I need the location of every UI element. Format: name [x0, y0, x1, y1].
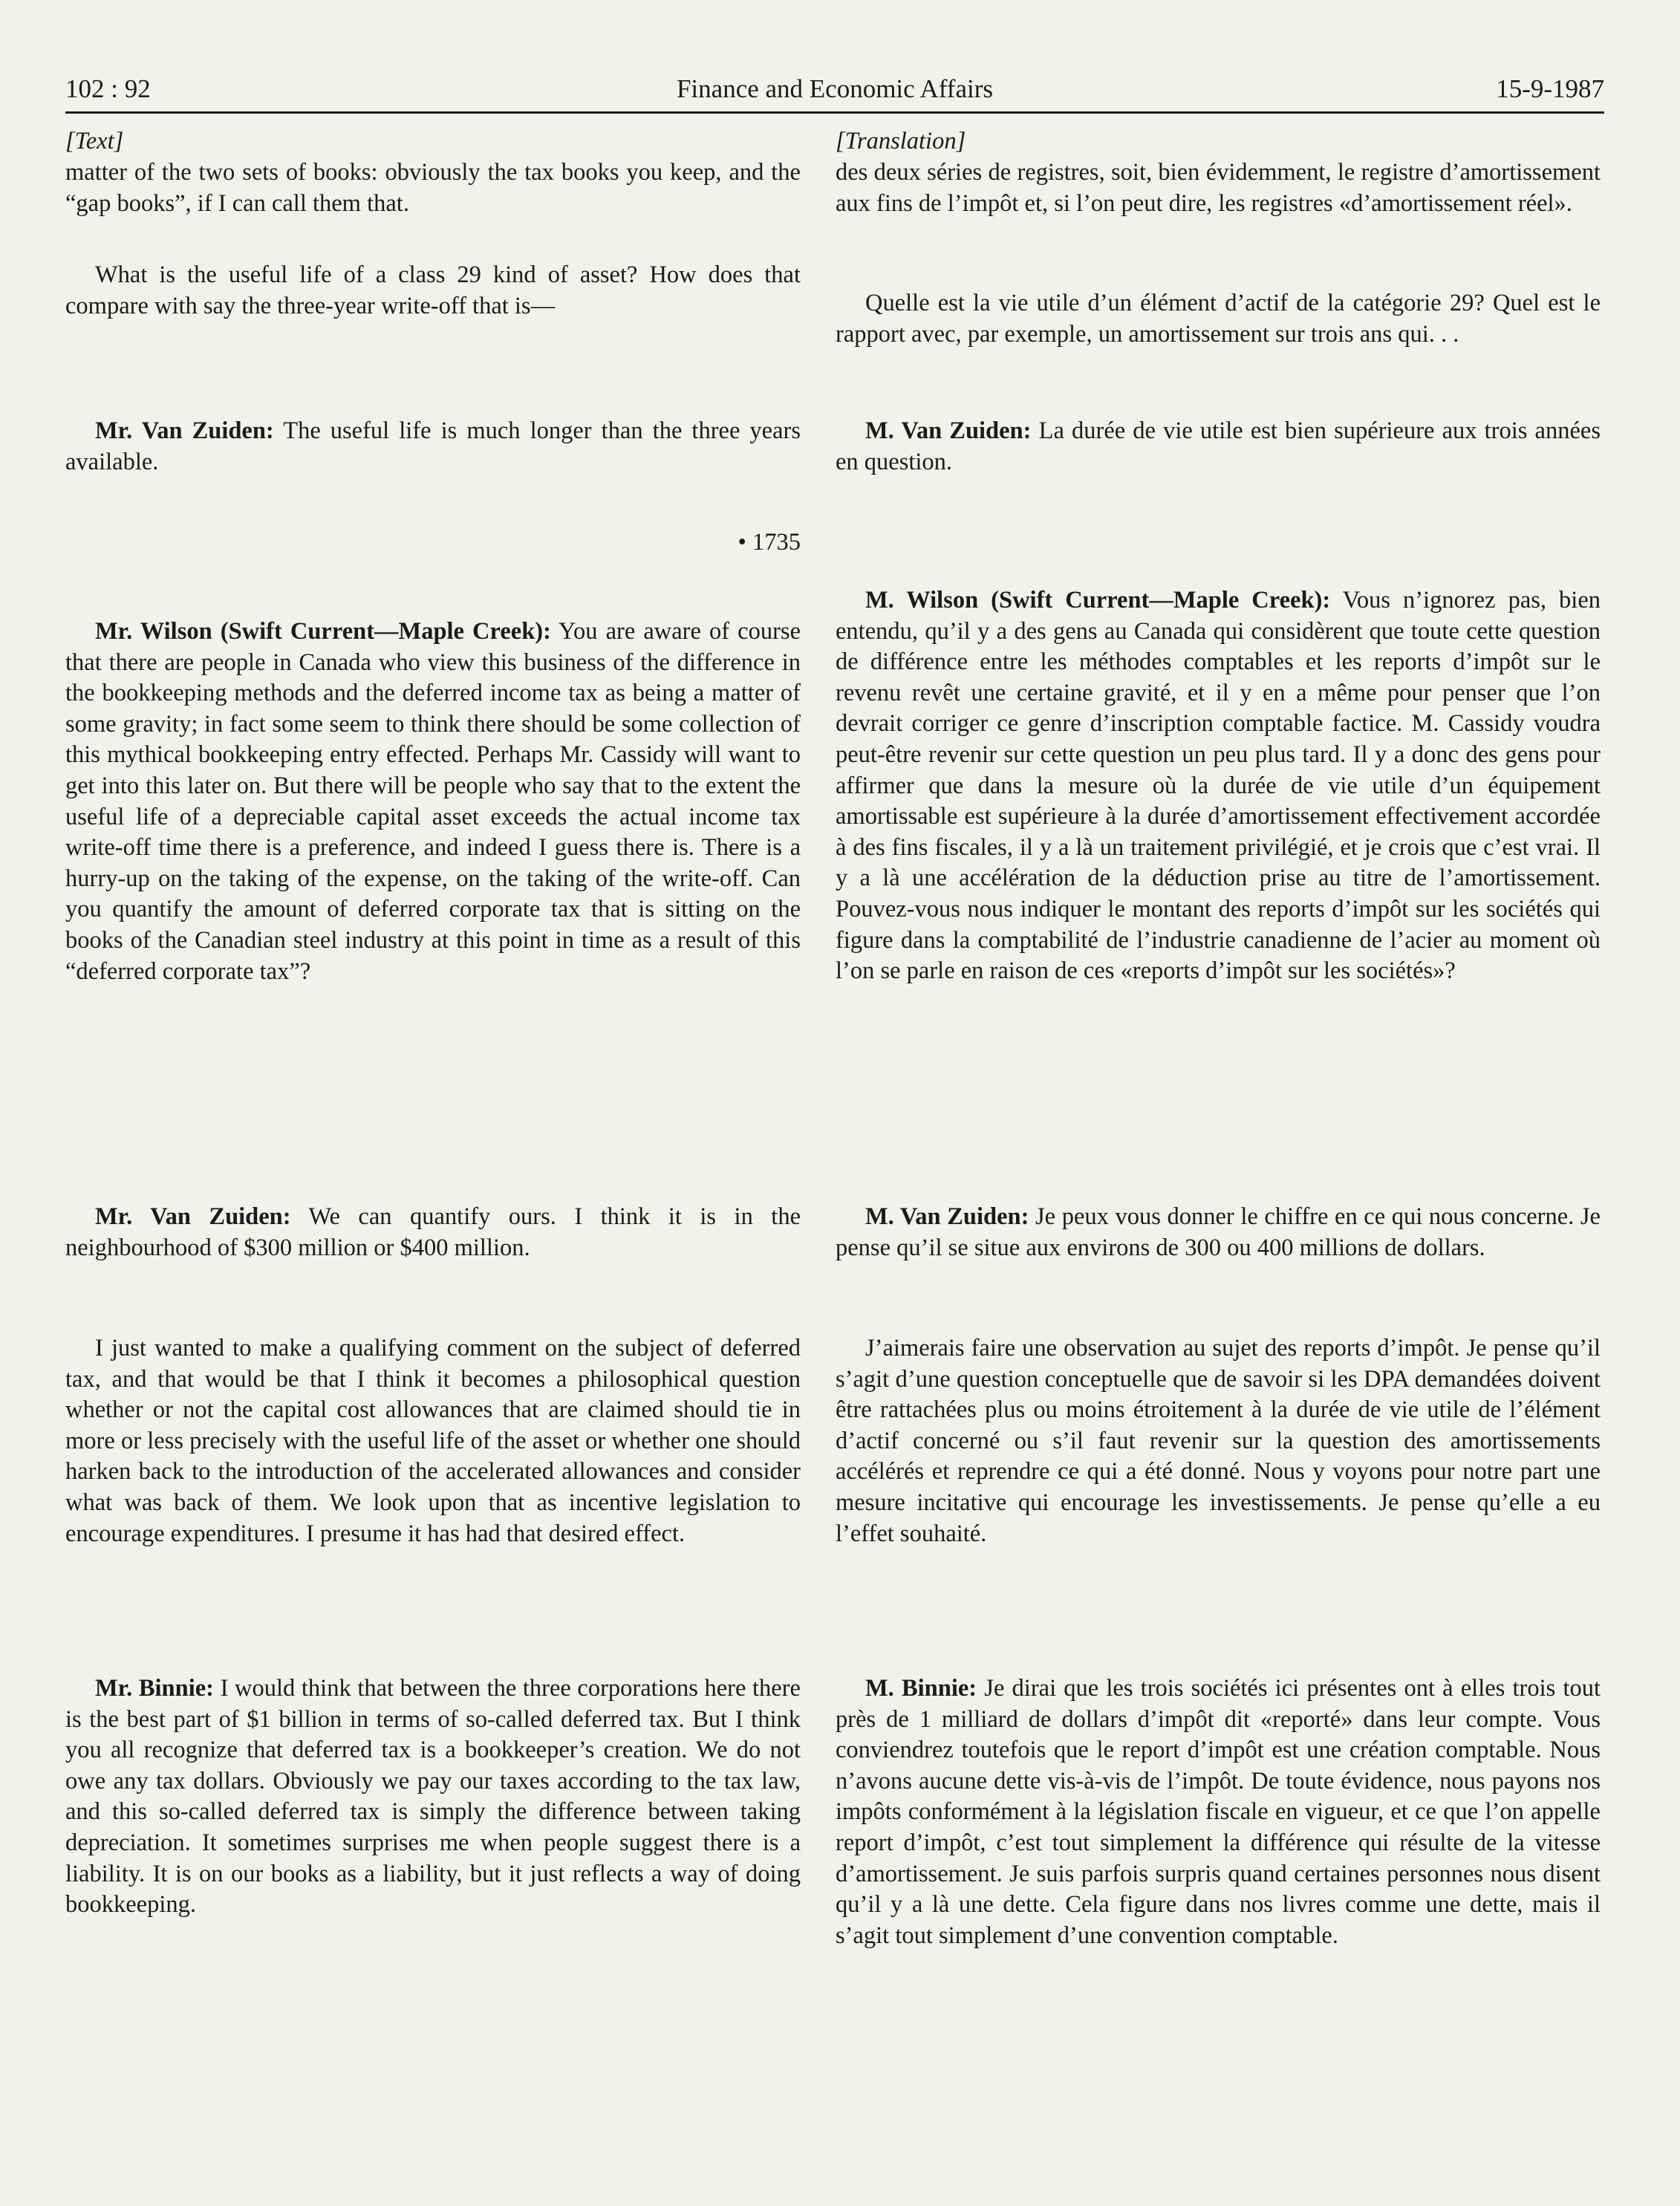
speaker-name: M. Van Zuiden: — [865, 1203, 1029, 1230]
speaker-paragraph — [65, 616, 801, 987]
text-label: [Text] — [65, 128, 124, 154]
speaker-paragraph — [65, 1673, 801, 1921]
speech-text: Vous n’ignorez pas, bien entendu, qu’il y a des gens au Canada qui considèrent que toute cette question de différence entre les méthodes comptables et les reports d’impôt sur le revenu revêt une certaine gravité, et il y en a même pour penser que l’on devrait corriger ce genre d’inscription comptable factice. M. Cassidy voudra peut-être revenir sur cette question un peu plus tard. Il y a donc des gens pour affirmer que dans la mesure où la durée de vie utile d’un équipement amortissable est supérieure à la durée d’amortissement effectivement accordée à des fins fiscales, il y a là un traitement privilégié, et je crois que c’est vrai. Il y a là une accélération de la déduction prise au titre de l’amortissement. Pouvez-vous nous indiquer le montant des reports d’impôt sur les sociétés qui figure dans la comptabilité de l’industrie canadienne de l’acier au moment où l’on se parle en raison de ces «reports d’impôt sur les sociétés»? — [836, 587, 1601, 985]
page-number: 102 : 92 — [65, 74, 151, 103]
speech-text: The useful life is much longer than the three years available. — [65, 417, 801, 475]
paragraph: What is the useful life of a class 29 kind of asset? How does that compare with say the three-year write-off that is— — [65, 261, 801, 319]
paragraph: des deux séries de registres, soit, bien évidemment, le registre d’amortissement aux fins de l’impôt et, si l’on peut dire, les registres «d’amortissement réel». — [836, 159, 1601, 217]
speech-text: Je peux vous donner le chiffre en ce qui nous concerne. Je pense qu’il se situe aux environs de 300 ou 400 millions de dollars. — [836, 1203, 1601, 1261]
page-header — [65, 74, 1604, 114]
speaker-paragraph — [65, 1202, 801, 1263]
speaker-paragraph — [836, 1202, 1601, 1263]
speaker-name: M. Wilson (Swift Current—Maple Creek): — [865, 587, 1331, 614]
speaker-name: M. Van Zuiden: — [865, 417, 1032, 444]
speech-text: You are aware of course that there are people in Canada who view this business of the difference in the bookkeeping methods and the deferred income tax as being a matter of some gravity; in fact some seem to think there should be some collection of this mythical bookkeeping entry effected. Perhaps Mr. Cassidy will want to get into this later on. But there will be people who say that to the extent the useful life of a depreciable capital asset exceeds the actual income tax write-off time there is a preference, and indeed I guess there is. There is a hurry-up on the taking of the expense, on the taking of the write-off. Can you quantify the amount of deferred corporate tax that is sitting on the books of the Canadian steel industry at this point in time as a result of this “deferred corporate tax”? — [65, 618, 801, 985]
speech-text: I would think that between the three corporations here there is the best part of $1 billion in terms of so-called deferred tax. But I think you all recognize that deferred tax is a bookkeeper’s creation. We do not owe any tax dollars. Obviously we pay our taxes according to the tax law, and this so-called deferred tax is simply the difference between taking depreciation. It sometimes surprises me when people suggest there is a liability. It is on our books as a liability, but it just reflects a way of doing bookkeeping. — [65, 1675, 801, 1919]
translation-label: [Translation] — [836, 128, 966, 154]
page-date: 15-9-1987 — [1496, 74, 1604, 103]
speaker-paragraph — [65, 416, 801, 478]
paragraph: matter of the two sets of books: obviously the tax books you keep, and the “gap books”, if I can call them that. — [65, 159, 801, 217]
page-title: Finance and Economic Affairs — [676, 74, 994, 103]
paragraph: Quelle est la vie utile d’un élément d’actif de la catégorie 29? Quel est le rapport avec, par exemple, un amortissement sur trois ans qui. . . — [836, 290, 1601, 348]
speaker-paragraph — [836, 416, 1601, 478]
speaker-name: Mr. Binnie: — [95, 1675, 214, 1702]
speaker-paragraph — [836, 1673, 1601, 1951]
speech-text: Je dirai que les trois sociétés ici présentes ont à elles trois tout près de 1 milliard de dollars d’impôt dit «reporté» dans leur compte. Vous conviendrez toutefois que le report d’impôt est une création comptable. Nous n’avons aucune dette vis-à-vis de l’impôt. De toute évidence, nous payons nos impôts conformément à la législation fiscale en vigueur, et ce que l’on appelle report d’impôt, c’est tout simplement la différence qui résulte de la vitesse d’amortissement. Je suis parfois surpris quand certaines personnes nous disent qu’il y a là une dette. Cela figure dans nos livres comme une dette, mais il s’agit tout simplement d’une convention comptable. — [836, 1675, 1601, 1949]
speaker-paragraph — [836, 585, 1601, 987]
timestamp: • 1735 — [738, 529, 801, 556]
speech-text: We can quantify ours. I think it is in the neighbourhood of $300 million or $400 million. — [65, 1203, 801, 1261]
speaker-name: Mr. Van Zuiden: — [95, 1203, 291, 1230]
speech-text: La durée de vie utile est bien supérieure aux trois années en question. — [836, 417, 1601, 475]
paragraph: I just wanted to make a qualifying comment on the subject of deferred tax, and that would be that I think it becomes a philosophical question whether or not the capital cost allowances that are claimed should tie in more or less precisely with the useful life of the asset or whether one should harken back to the introduction of the accelerated allowances and consider what was back of them. We look upon that as incentive legislation to encourage expenditures. I presume it has had that desired effect. — [65, 1335, 801, 1547]
speaker-name: Mr. Wilson (Swift Current—Maple Creek): — [95, 618, 551, 645]
paragraph: J’aimerais faire une observation au sujet des reports d’impôt. Je pense qu’il s’agit d’une question conceptuelle que de savoir si les DPA demandées doivent être rattachées plus ou moins étroitement à la durée de vie utile de l’élément d’actif concerné ou s’il faut revenir sur la question des amortissements accélérés et reprendre ce qui a été donné. Nous y voyons pour notre part une mesure incitative qui encourage les investissements. Je pense qu’elle a eu l’effet souhaité. — [836, 1335, 1601, 1547]
speaker-name: M. Binnie: — [865, 1675, 977, 1702]
speaker-name: Mr. Van Zuiden: — [95, 417, 274, 444]
